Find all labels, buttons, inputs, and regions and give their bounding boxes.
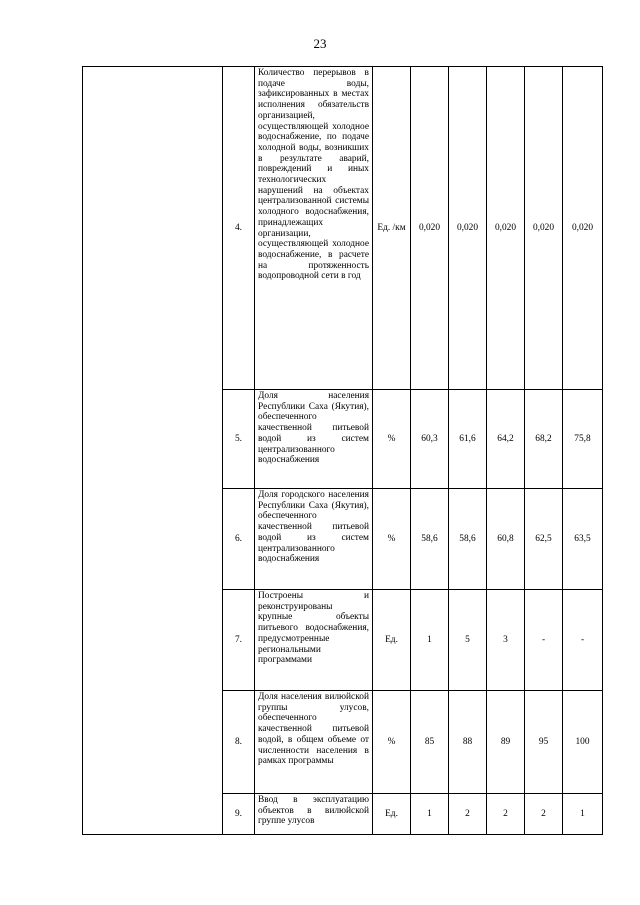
unit-cell: % bbox=[373, 691, 411, 794]
table-body bbox=[83, 67, 603, 835]
row-number: 6. bbox=[223, 489, 255, 590]
indicator-name: Доля населения Республики Саха (Якутия), обеспеченного качественной питьевой водой из систем централизованного водоснабжения bbox=[258, 391, 369, 466]
indicator-name-cell bbox=[255, 794, 373, 835]
value-cell: 0,020 bbox=[563, 67, 603, 390]
value-cell: 1 bbox=[411, 590, 449, 691]
value-cell: 2 bbox=[449, 794, 487, 835]
value-cell: 0,020 bbox=[411, 67, 449, 390]
unit-cell: Ед. bbox=[373, 794, 411, 835]
indicator-name-cell bbox=[255, 67, 373, 390]
value-cell: 1 bbox=[411, 794, 449, 835]
value-cell: 89 bbox=[487, 691, 525, 794]
value-cell: 60,3 bbox=[411, 390, 449, 489]
table-row bbox=[83, 67, 603, 390]
row-number: 9. bbox=[223, 794, 255, 835]
value-cell: 60,8 bbox=[487, 489, 525, 590]
indicator-name: Ввод в эксплуатацию объектов в вилюйской группе улусов bbox=[258, 795, 369, 827]
indicators-table bbox=[82, 66, 603, 835]
value-cell: 68,2 bbox=[525, 390, 563, 489]
indicator-name-cell bbox=[255, 590, 373, 691]
unit-cell: % bbox=[373, 390, 411, 489]
row-number: 4. bbox=[223, 67, 255, 390]
value-cell: 0,020 bbox=[525, 67, 563, 390]
value-cell: 1 bbox=[563, 794, 603, 835]
value-cell: 64,2 bbox=[487, 390, 525, 489]
row-number: 5. bbox=[223, 390, 255, 489]
row-number: 8. bbox=[223, 691, 255, 794]
program-cell bbox=[83, 67, 223, 835]
indicator-name-cell bbox=[255, 489, 373, 590]
unit-cell: % bbox=[373, 489, 411, 590]
value-cell: 2 bbox=[525, 794, 563, 835]
value-cell: 5 bbox=[449, 590, 487, 691]
value-cell: 88 bbox=[449, 691, 487, 794]
unit-cell: Ед. /км bbox=[373, 67, 411, 390]
value-cell: 61,6 bbox=[449, 390, 487, 489]
unit-cell: Ед. bbox=[373, 590, 411, 691]
value-cell: 63,5 bbox=[563, 489, 603, 590]
indicator-name-cell bbox=[255, 691, 373, 794]
value-cell: 58,6 bbox=[411, 489, 449, 590]
value-cell: 85 bbox=[411, 691, 449, 794]
indicator-name: Доля населения вилюйской группы улусов, обеспеченного качественной питьевой водой, в общем объеме от численности населения в рамках программы bbox=[258, 692, 369, 767]
indicator-name-cell bbox=[255, 390, 373, 489]
value-cell: 58,6 bbox=[449, 489, 487, 590]
value-cell: 3 bbox=[487, 590, 525, 691]
page-number: 23 bbox=[313, 36, 327, 51]
value-cell: 75,8 bbox=[563, 390, 603, 489]
value-cell: 62,5 bbox=[525, 489, 563, 590]
value-cell: 95 bbox=[525, 691, 563, 794]
indicator-name: Количество перерывов в подаче воды, зафиксированных в местах исполнения обязательств организацией, осуществляющей холодное водоснабжение, по подаче холодной воды, возникших в результате аварий, повреждений и иных технологических нарушений на объектах централизованной системы холодного водоснабжения, принадлежащих организации, осуществляющей холодное водоснабжение, в расчете на протяженность водопроводной сети в год bbox=[258, 68, 369, 282]
value-cell: 2 bbox=[487, 794, 525, 835]
value-cell: 0,020 bbox=[449, 67, 487, 390]
indicator-name: Доля городского населения Республики Саха (Якутия), обеспеченного качественной питьевой водой из систем централизованного водоснабжения bbox=[258, 490, 369, 565]
indicator-name: Построены и реконструированы крупные объекты питьевого водоснабжения, предусмотренные региональными программами bbox=[258, 591, 369, 666]
row-number: 7. bbox=[223, 590, 255, 691]
value-cell: - bbox=[525, 590, 563, 691]
value-cell: 100 bbox=[563, 691, 603, 794]
value-cell: 0,020 bbox=[487, 67, 525, 390]
value-cell: - bbox=[563, 590, 603, 691]
